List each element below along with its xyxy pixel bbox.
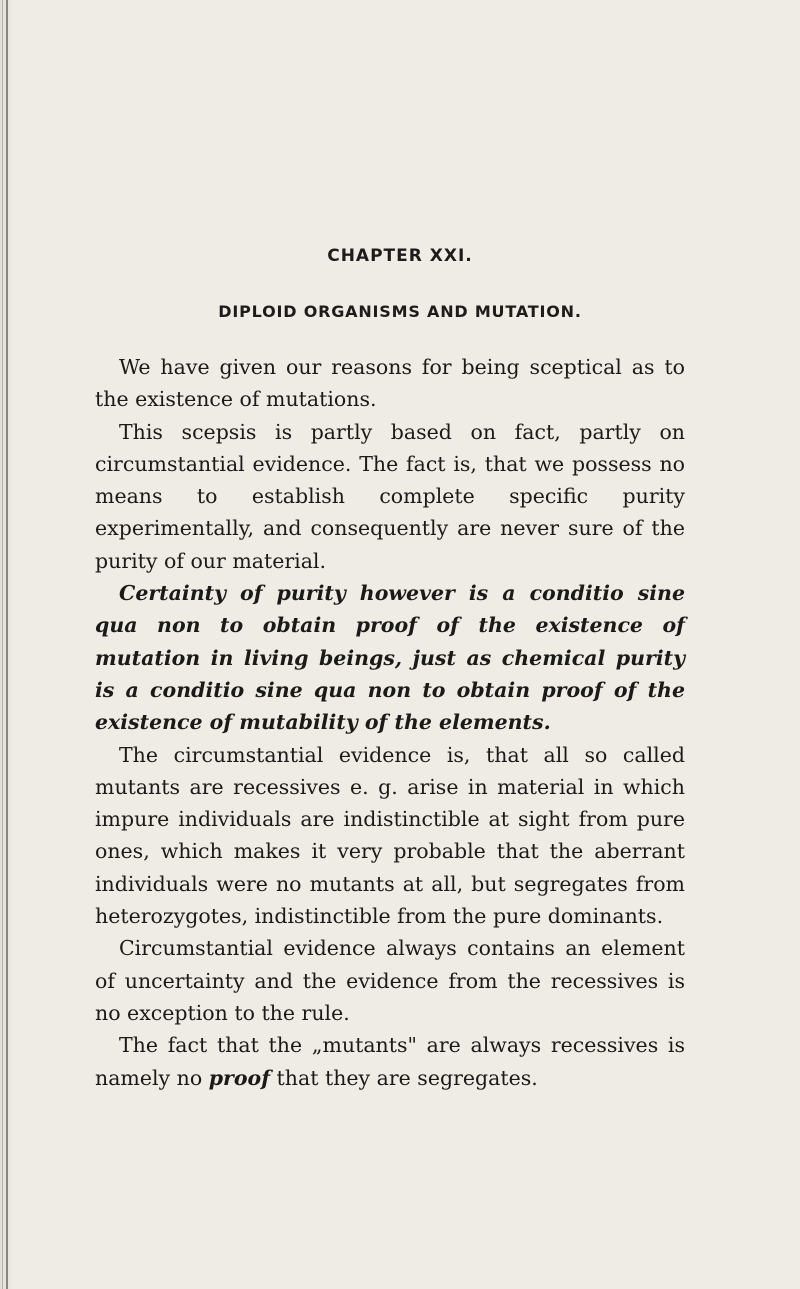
paragraph-2: This scepsis is partly based on fact, partly on circumstantial evidence. The fact is, that we possess no means to establish complete specific purity experimentally, and consequently are never sure of the purity of our material. — [95, 419, 685, 573]
emphasis-proof: proof — [208, 1065, 271, 1090]
paragraph-6 — [95, 1029, 685, 1094]
paragraph-4: The circumstantial evidence is, that all so called mutants are recessives e. g. arise in material in which impure individuals are indistinctible at sight from pure ones, which makes it very probable that the aberrant individuals were no mutants at all, but segregates from heterozygotes, indistinctible from the pure dominants. — [95, 742, 685, 929]
italic-statement: Certainty of purity however is a conditio sine qua non to obtain proof of the existence of mutation in living beings, just as chemical purity is a conditio sine qua non to obtain proof of the existence of mutability of the elements. — [95, 581, 685, 735]
body-text — [95, 351, 685, 1094]
paragraph-6-end: that they are segregates. — [270, 1065, 538, 1090]
chapter-heading: CHAPTER XXI. — [327, 246, 473, 266]
binding-shadow — [2, 0, 3, 1289]
paragraph-3-emphasis — [95, 577, 685, 738]
binding-edge — [6, 0, 8, 1289]
paragraph-6-start: The fact that the „mutants" are always recessives is namely no — [95, 1033, 685, 1090]
paragraph-5: Circumstantial evidence always contains an element of uncertainty and the evidence from the recessives is no exception to the rule. — [95, 936, 685, 1025]
chapter-title: DIPLOID ORGANISMS AND MUTATION. — [218, 302, 582, 321]
paragraph-1: We have given our reasons for being sceptical as to the existence of mutations. — [95, 355, 685, 412]
